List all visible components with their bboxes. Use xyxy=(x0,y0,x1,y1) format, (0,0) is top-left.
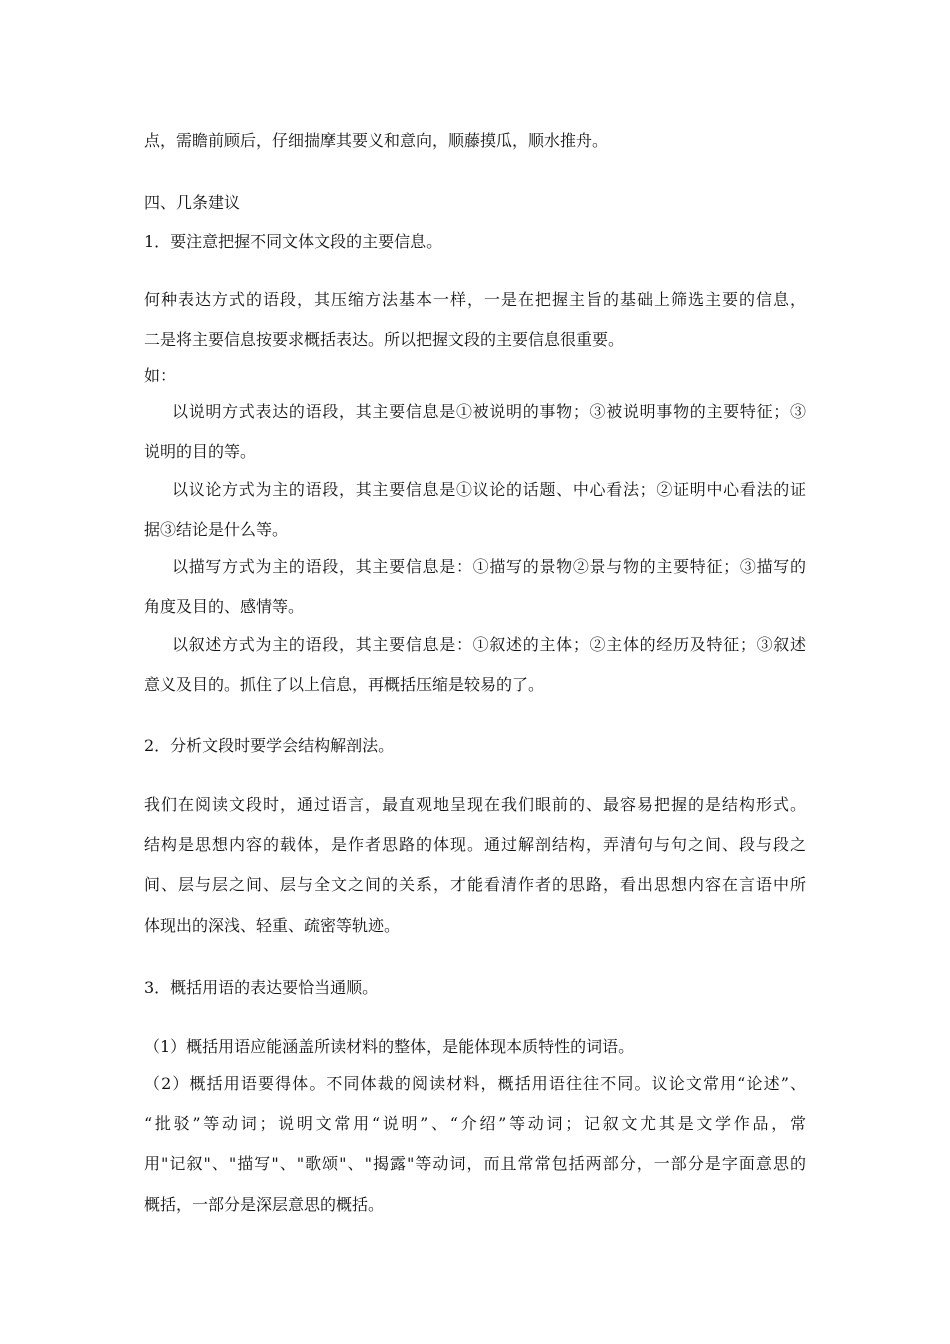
paragraph-line: “批驳”等动词；说明文常用“说明”、“介绍”等动词；记叙文尤其是文学作品，常 xyxy=(144,1114,806,1133)
paragraph-line: 意义及目的。抓住了以上信息，再概括压缩是较易的了。 xyxy=(144,675,545,694)
paragraph-line: 何种表达方式的语段，其压缩方法基本一样，一是在把握主旨的基础上筛选主要的信息， xyxy=(144,290,806,309)
paragraph-line: 我们在阅读文段时，通过语言，最直观地呈现在我们眼前的、最容易把握的是结构形式。 xyxy=(144,795,806,814)
paragraph-line: 以议论方式为主的语段，其主要信息是①议论的话题、中心看法；②证明中心看法的证 xyxy=(172,480,806,499)
paragraph-line: 据③结论是什么等。 xyxy=(144,520,289,539)
subheading-2: 2．分析文段时要学会结构解剖法。 xyxy=(144,736,395,755)
paragraph-line: 二是将主要信息按要求概括表达。所以把握文段的主要信息很重要。 xyxy=(144,330,625,349)
paragraph-line: 用"记叙"、"描写"、"歌颂"、"揭露"等动词，而且常常包括两部分，一部分是字面意思的 xyxy=(144,1154,806,1173)
list-item: （2）概括用语要得体。不同体裁的阅读材料，概括用语往往不同。议论文常用“论述”、 xyxy=(144,1074,806,1093)
paragraph-line: 说明的目的等。 xyxy=(144,442,257,461)
list-item: （1）概括用语应能涵盖所读材料的整体，是能体现本质特性的词语。 xyxy=(144,1037,635,1056)
paragraph-line: 结构是思想内容的载体，是作者思路的体现。通过解剖结构，弄清句与句之间、段与段之 xyxy=(144,835,806,854)
paragraph-continuation: 点，需瞻前顾后，仔细揣摩其要义和意向，顺藤摸瓜，顺水推舟。 xyxy=(144,131,609,150)
subheading-1: 1．要注意把握不同文体文段的主要信息。 xyxy=(144,232,443,251)
paragraph-line: 以叙述方式为主的语段，其主要信息是：①叙述的主体；②主体的经历及特征；③叙述 xyxy=(172,635,806,654)
paragraph-line: 以说明方式表达的语段，其主要信息是①被说明的事物；③被说明事物的主要特征；③ xyxy=(172,402,806,421)
paragraph-line: 体现出的深浅、轻重、疏密等轨迹。 xyxy=(144,916,401,935)
section-heading: 四、几条建议 xyxy=(144,193,241,212)
paragraph-line: 概括，一部分是深层意思的概括。 xyxy=(144,1195,385,1214)
paragraph-line: 以描写方式为主的语段，其主要信息是：①描写的景物②景与物的主要特征；③描写的 xyxy=(172,557,806,576)
paragraph-line: 间、层与层之间、层与全文之间的关系，才能看清作者的思路，看出思想内容在言语中所 xyxy=(144,875,806,894)
paragraph-line: 角度及目的、感情等。 xyxy=(144,597,305,616)
subheading-3: 3．概括用语的表达要恰当通顺。 xyxy=(144,978,379,997)
paragraph-line: 如： xyxy=(144,366,177,385)
